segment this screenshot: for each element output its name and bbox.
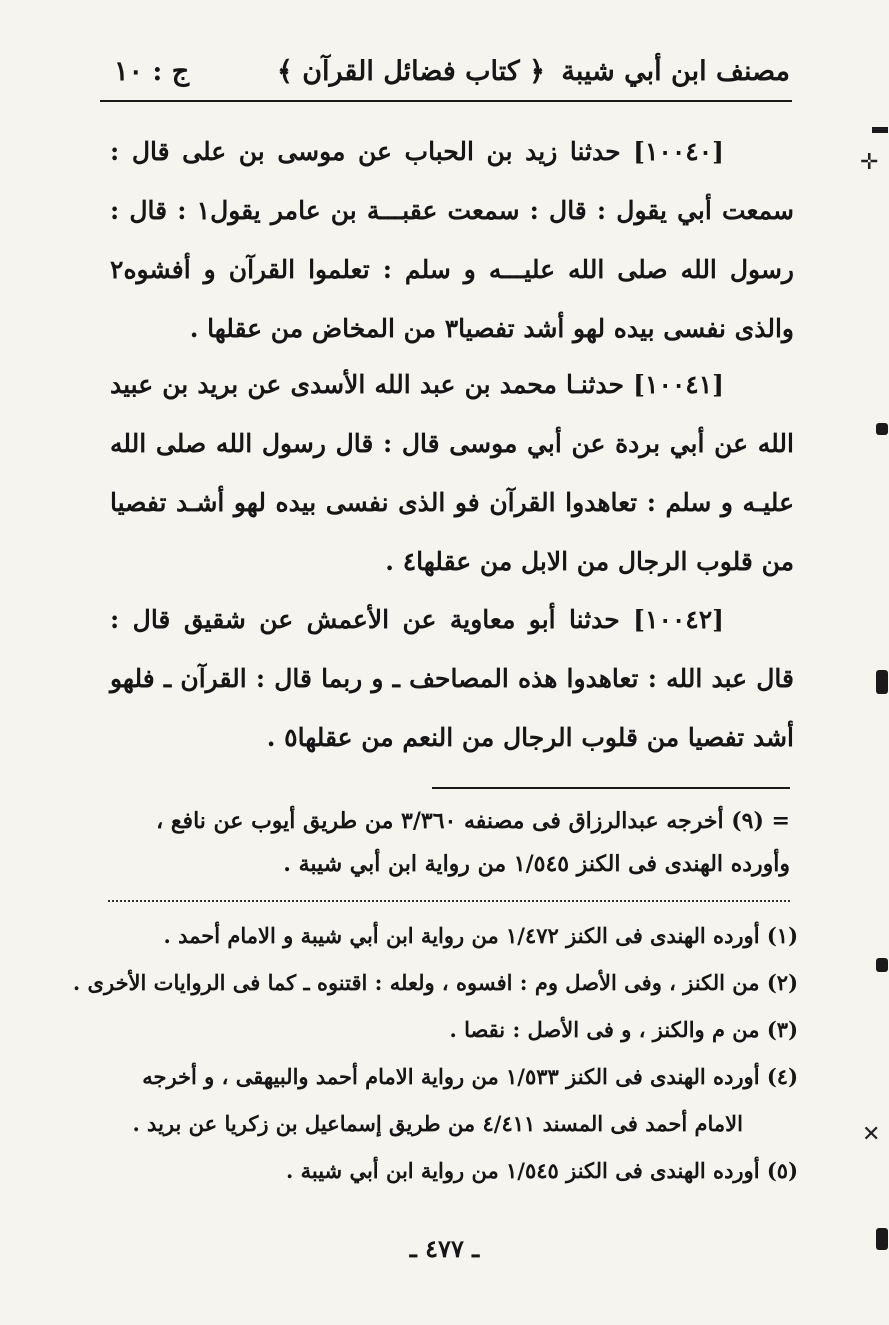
continued-footnote: = (٩) أخرجه عبدالرزاق فى مصنفه ٣/٣٦٠ من طريق أيوب عن نافع ، وأورده الهندى فى الكنز ١/٥٤٥ من رواية ابن أبي شيبة . (156, 808, 790, 877)
scan-edge-mark (876, 423, 888, 435)
hadith-10042 (110, 590, 794, 767)
hadith-number: [١٠٠٤٠] (633, 137, 724, 166)
scan-edge-mark (876, 958, 888, 972)
page-number: ـ ٤٧٧ ـ (409, 1234, 480, 1263)
hadith-text: حدثنا زيد بن الحباب عن موسى بن على قال : سمعت أبي يقول : قال : سمعت عقبـــة بن عامر يقول١ : قال : رسول الله صلى الله عليـــه و سلم : تعلموا القرآن و أفشوه٢ والذى نفسى بيده لهو أشد تفصيا٣ من المخاض من عقلها . (110, 137, 794, 343)
hadith-number: [١٠٠٤٢] (633, 605, 724, 634)
hadith-10040 (110, 122, 794, 358)
volume-number: ج : ١٠ (114, 56, 190, 87)
scan-edge-mark (876, 1228, 888, 1250)
footnote-3: (٣) من م والكنز ، و فى الأصل : نقصا . (449, 1017, 798, 1042)
chapter-title: ﴿ كتاب فضائل القرآن ﴾ (276, 56, 545, 87)
scan-edge-mark (876, 670, 888, 694)
book-title: مصنف ابن أبي شيبة (561, 56, 790, 87)
footnote-4-continuation: الامام أحمد فى المسند ٤/٤١١ من طريق إسماعيل بن زكريا عن بريد . (132, 1111, 743, 1136)
footnotes-list (72, 912, 798, 1194)
footnote-2: (٢) من الكنز ، وفى الأصل وم : افسوه ، ولعله : اقتنوه ـ كما فى الروايات الأخرى . (72, 970, 798, 995)
hadith-number: [١٠٠٤١] (633, 370, 724, 399)
hadith-text: حدثنـا محمد بن عبد الله الأسدى عن بريد بن عبيد الله عن أبي بردة عن أبي موسى قال : قال رسول الله صلى الله عليـه و سلم : تعاهدوا القرآن فو الذى نفسى بيده لهو أشـد تفصيا من قلوب الرجال من الابل من عقلها٤ . (110, 370, 794, 576)
hadith-10041 (110, 355, 794, 591)
margin-cross-icon: ✛ (860, 150, 879, 175)
footnote-4: (٤) أورده الهندى فى الكنز ١/٥٣٣ من رواية الامام أحمد والبيهقى ، و أخرجه (142, 1064, 798, 1089)
running-header (100, 52, 790, 98)
hadith-text: حدثنا أبو معاوية عن الأعمش عن شقيق قال : قال عبد الله : تعاهدوا هذه المصاحف ـ و ربما قال : القرآن ـ فلهو أشد تفصيا من قلوب الرجال من النعم من عقلها٥ . (110, 605, 794, 752)
scan-edge-mark (872, 127, 888, 133)
dotted-divider (108, 900, 790, 902)
footnote-separator (432, 787, 790, 789)
header-rule (100, 100, 792, 102)
footnote-5: (٥) أورده الهندى فى الكنز ١/٥٤٥ من رواية ابن أبي شيبة . (286, 1158, 798, 1183)
footnote-1: (١) أورده الهندى فى الكنز ١/٤٧٢ من رواية ابن أبي شيبة و الامام أحمد . (163, 923, 798, 948)
margin-cross-icon: ✕ (862, 1122, 881, 1147)
